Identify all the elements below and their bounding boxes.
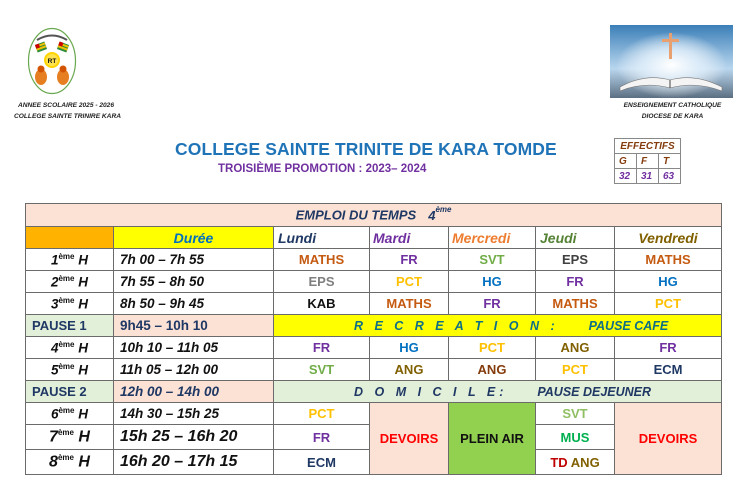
devoirs-cell-mardi: DEVOIRS [370, 403, 449, 475]
school-name-caption: COLLEGE SAINTE TRINIRE KARA [14, 113, 121, 120]
pause-1-row [26, 315, 722, 337]
class-level-suffix: ème [435, 205, 452, 215]
pause-2-row [26, 381, 722, 403]
timetable-title [26, 204, 722, 227]
timetable-title-text: EMPLOI DU TEMPS [295, 207, 417, 223]
diocese-text: DIOCESE DE KARA [641, 113, 704, 120]
hour-label: 8ème H [26, 450, 114, 475]
subject-cell: HG [449, 271, 536, 293]
day-header-lundi: Lundi [274, 227, 370, 249]
subject-cell: SVT [449, 249, 536, 271]
table-row-hour-3 [26, 293, 722, 315]
page-subtitle: TROISIÈME PROMOTION : 2023– 2024 [218, 163, 427, 175]
subject-cell: MATHS [370, 293, 449, 315]
effectifs-header-total: T [659, 154, 681, 169]
subject-cell: ECM [274, 450, 370, 475]
coat-of-arms-logo [27, 27, 77, 95]
subject-cell: PCT [615, 293, 722, 315]
pause-1-label: PAUSE 1 [26, 315, 114, 337]
effectifs-header-boys: G [615, 154, 637, 169]
subject-cell: ANG [370, 359, 449, 381]
effectifs-value-boys: 32 [615, 169, 637, 184]
day-header-jeudi: Jeudi [536, 227, 615, 249]
pause-2-time: 12h 00 – 14h 00 [114, 381, 274, 403]
timetable-title-row [26, 204, 722, 227]
svg-text:RT: RT [47, 58, 57, 65]
subject-cell: EPS [536, 249, 615, 271]
subject-cell: MATHS [615, 249, 722, 271]
hour-time: 7h 55 – 8h 50 [114, 271, 274, 293]
subject-cell: ANG [536, 337, 615, 359]
effectifs-title: EFFECTIFS [615, 139, 681, 154]
subject-cell: FR [370, 249, 449, 271]
day-header-mardi: Mardi [370, 227, 449, 249]
duration-header: Durée [114, 227, 274, 249]
school-year-caption [14, 100, 164, 122]
table-row-hour-5 [26, 359, 722, 381]
hour-time: 14h 30 – 15h 25 [114, 403, 274, 425]
effectifs-header-girls: F [637, 154, 659, 169]
hour-label: 1ème H [26, 249, 114, 271]
recreation-text: R E C R E A T I O N : [354, 318, 559, 333]
table-row-hour-1 [26, 249, 722, 271]
subject-cell: ECM [615, 359, 722, 381]
subject-cell: EPS [274, 271, 370, 293]
table-row-hour-6 [26, 403, 722, 425]
subject-cell: SVT [536, 403, 615, 425]
page-title: COLLEGE SAINTE TRINITE DE KARA TOMDE [175, 139, 557, 159]
subject-cell: FR [536, 271, 615, 293]
subject-cell: MATHS [536, 293, 615, 315]
subject-cell: ANG [449, 359, 536, 381]
hour-label: 3ème H [26, 293, 114, 315]
catholic-education-text: ENSEIGNEMENT CATHOLIQUE [623, 102, 722, 109]
table-row-hour-4 [26, 337, 722, 359]
subject-cell: PCT [370, 271, 449, 293]
pause-cafe-text: PAUSE CAFE [588, 318, 669, 333]
pause-dejeuner-text: PAUSE DEJEUNER [537, 384, 652, 399]
hour-label: 7ème H [26, 425, 114, 450]
day-header-mercredi: Mercredi [449, 227, 536, 249]
subject-cell: HG [370, 337, 449, 359]
subject-cell: SVT [274, 359, 370, 381]
class-level: 4 [428, 207, 436, 223]
timetable [25, 203, 722, 475]
day-header-row [26, 227, 722, 249]
domicile-text: D O M I C I L E: [354, 384, 508, 399]
subject-cell: PCT [449, 337, 536, 359]
open-bible-cross-logo [610, 25, 733, 98]
hour-label: 6ème H [26, 403, 114, 425]
subject-cell: PCT [274, 403, 370, 425]
plein-air-cell: PLEIN AIR [449, 403, 536, 475]
subject-cell: FR [449, 293, 536, 315]
effectifs-value-total: 63 [659, 169, 681, 184]
pause-2-banner [274, 381, 722, 403]
subject-cell: FR [615, 337, 722, 359]
subject-cell: FR [274, 337, 370, 359]
effectifs-value-girls: 31 [637, 169, 659, 184]
hour-label: 4ème H [26, 337, 114, 359]
hour-label: 2ème H [26, 271, 114, 293]
hour-time: 7h 00 – 7h 55 [114, 249, 274, 271]
subject-cell: FR [274, 425, 370, 450]
pause-2-label: PAUSE 2 [26, 381, 114, 403]
subject-cell: MATHS [274, 249, 370, 271]
school-year-text: ANNEE SCOLAIRE 2025 - 2026 [18, 102, 115, 109]
devoirs-cell-vendredi: DEVOIRS [615, 403, 722, 475]
subject-cell: TD ANG [536, 450, 615, 475]
pause-1-time: 9h45 – 10h 10 [114, 315, 274, 337]
hour-time: 10h 10 – 11h 05 [114, 337, 274, 359]
table-row-hour-2 [26, 271, 722, 293]
hour-time: 8h 50 – 9h 45 [114, 293, 274, 315]
hour-time: 15h 25 – 16h 20 [114, 425, 274, 450]
effectifs-table [614, 138, 681, 184]
subject-cell: PCT [536, 359, 615, 381]
subject-cell: MUS [536, 425, 615, 450]
hour-time: 11h 05 – 12h 00 [114, 359, 274, 381]
subject-cell: KAB [274, 293, 370, 315]
corner-cell [26, 227, 114, 249]
diocese-caption [600, 100, 745, 122]
day-header-vendredi: Vendredi [615, 227, 722, 249]
hour-time: 16h 20 – 17h 15 [114, 450, 274, 475]
hour-label: 5ème H [26, 359, 114, 381]
subject-cell: HG [615, 271, 722, 293]
pause-1-banner [274, 315, 722, 337]
